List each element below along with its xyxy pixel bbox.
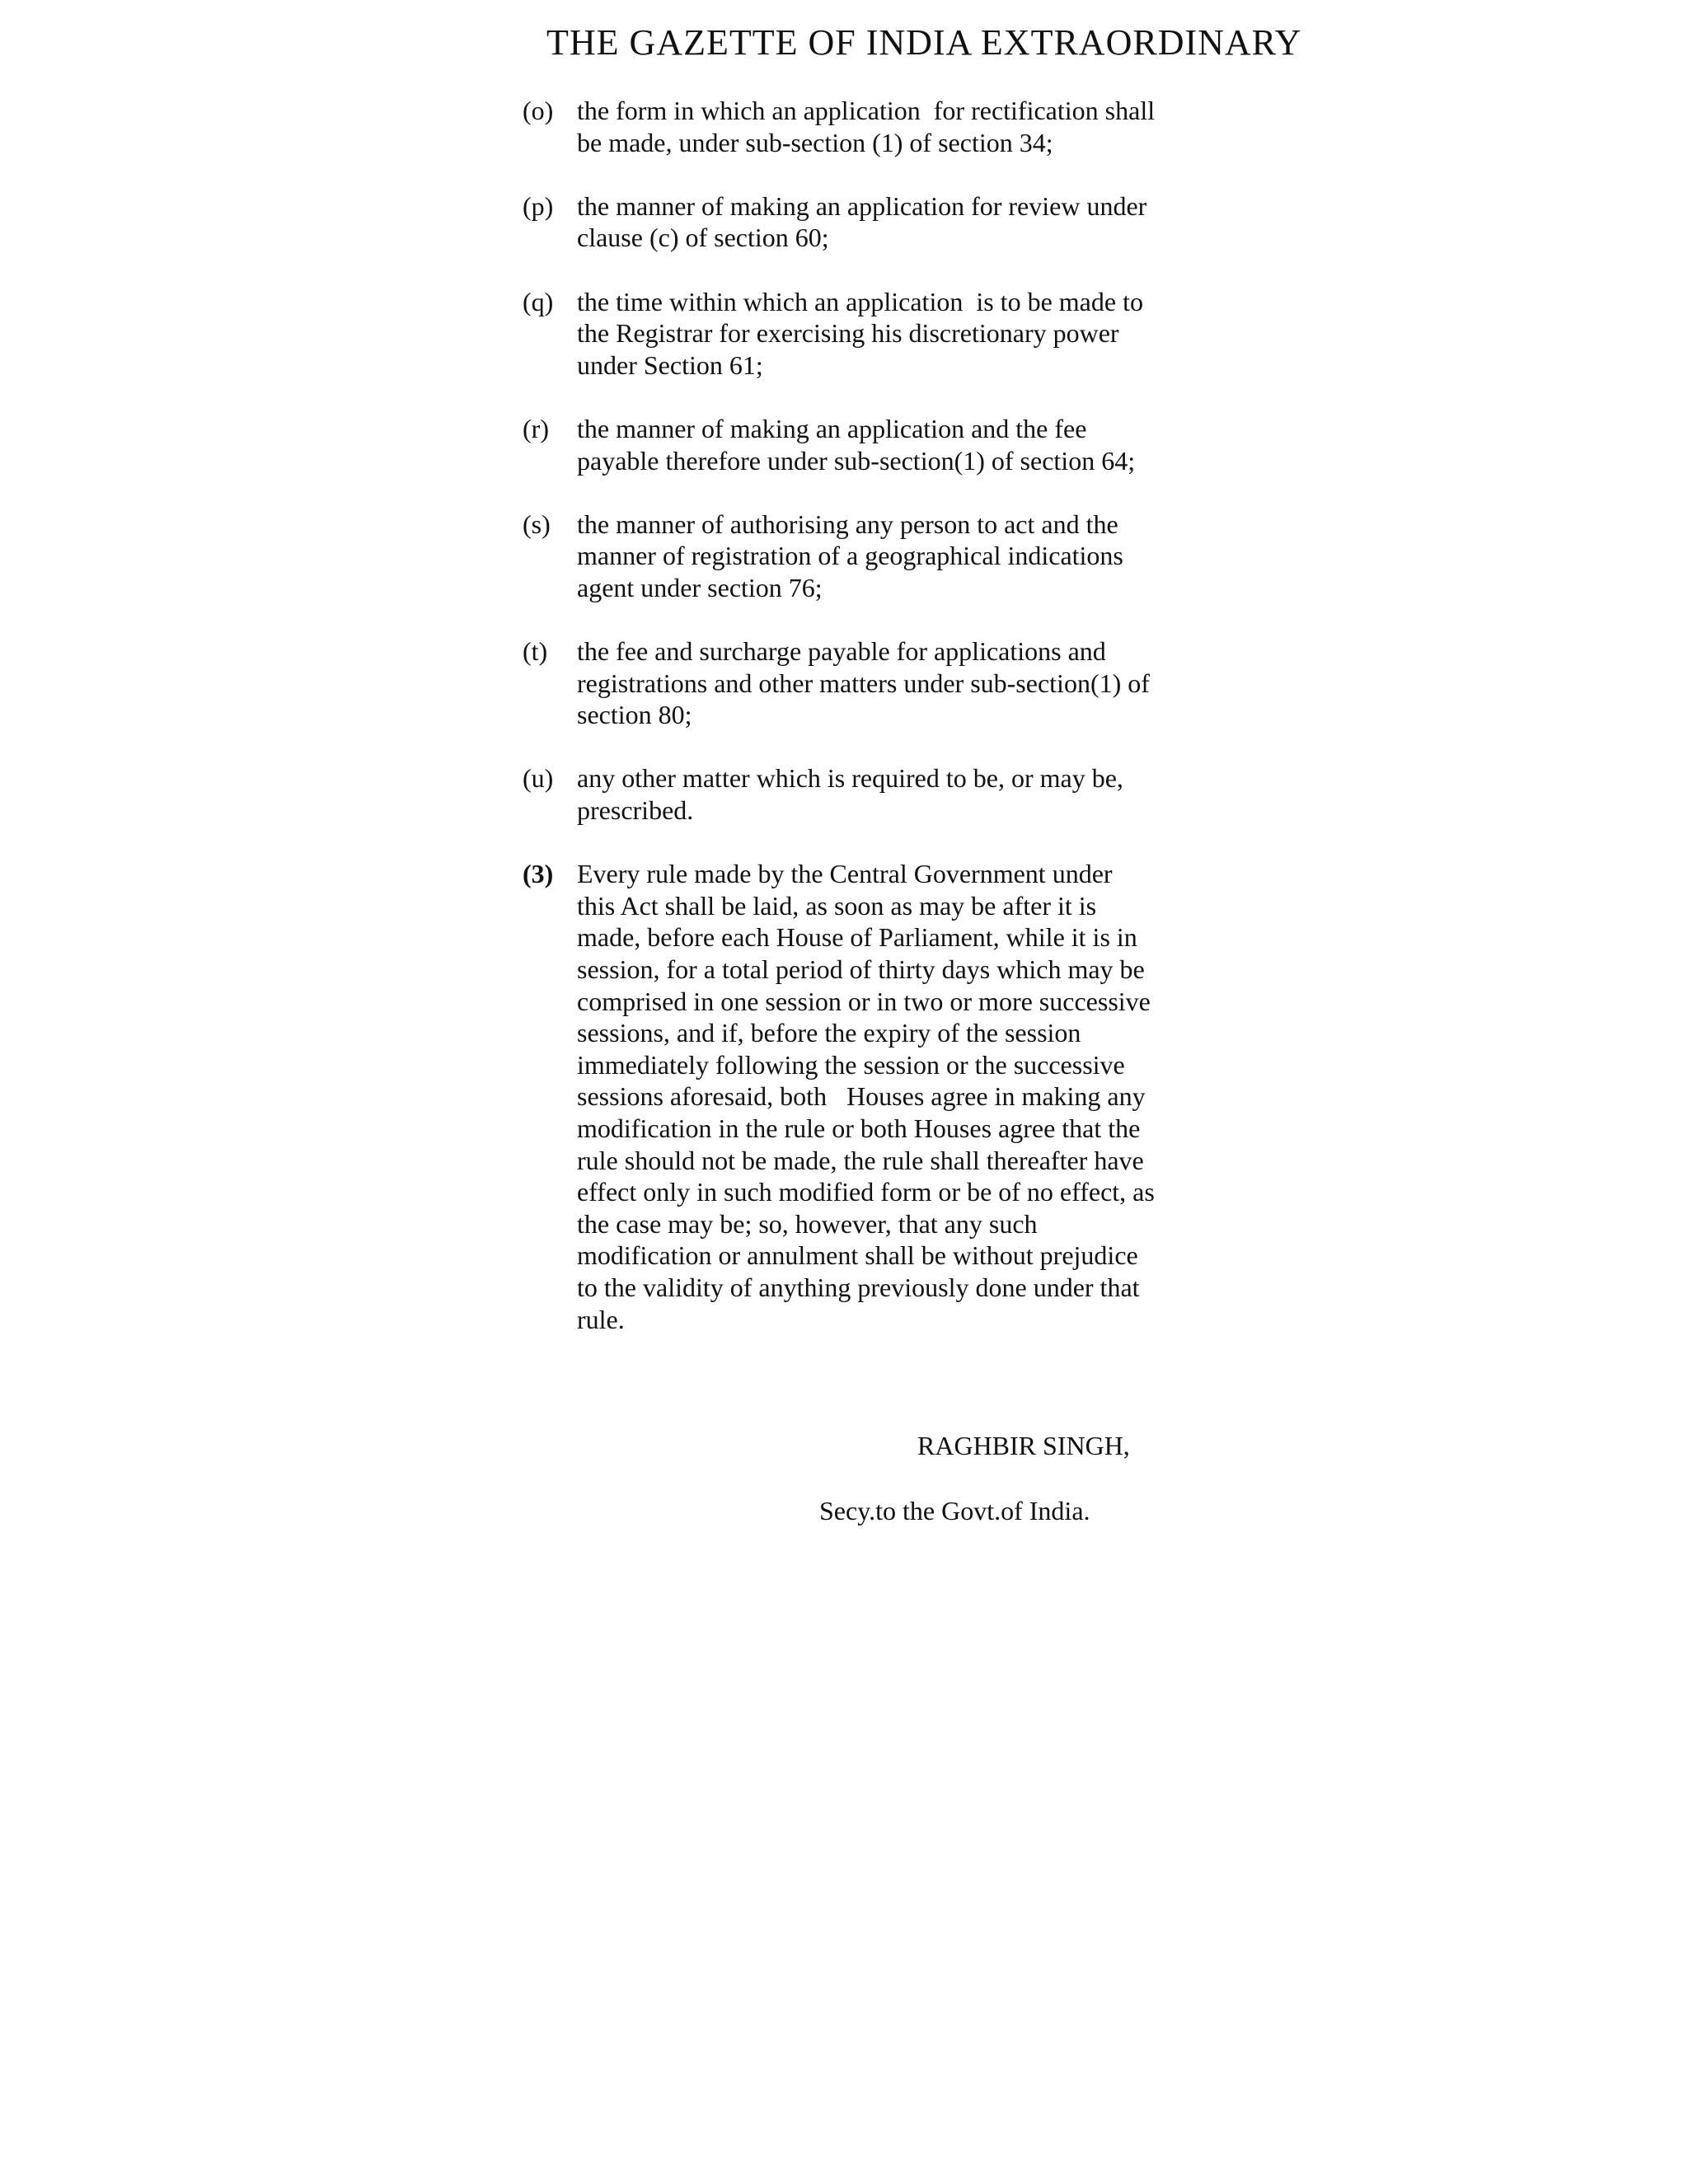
clause-text-line: the form in which an application for rectification shall: [577, 96, 1156, 125]
clause-text: [577, 286, 1264, 382]
clause-text-line: agent under section 76;: [577, 572, 823, 602]
clause-text-line: this Act shall be laid, as soon as may be after it is: [577, 890, 1097, 921]
clause-text-line: effect only in such modified form or be of no effect, as: [577, 1177, 1155, 1207]
clause-text-line: modification in the rule or both Houses agree that the: [577, 1113, 1141, 1143]
clause-text-line: sessions aforesaid, both Houses agree in making any: [577, 1081, 1146, 1112]
page-header: [546, 18, 1302, 63]
clause-item: [523, 286, 1264, 382]
clause-label: (t): [523, 636, 548, 667]
clause-text-line: session, for a total period of thirty days which may be: [577, 954, 1145, 985]
clause-text: [577, 762, 1264, 826]
clause-label: (q): [523, 286, 554, 316]
clause-item: [523, 762, 1264, 826]
clause-text-line: registrations and other matters under sub-section(1) of: [577, 668, 1150, 698]
clause-text-line: the manner of authorising any person to act and the: [577, 509, 1118, 539]
clause-text-line: sessions, and if, before the expiry of the session: [577, 1018, 1081, 1048]
clause-text-line: clause (c) of section 60;: [577, 223, 829, 253]
clause-text-line: comprised in one session or in two or more successive: [577, 986, 1151, 1016]
clause-item: [523, 858, 1264, 1335]
clause-item: [523, 413, 1264, 476]
clause-text-line: modification or annulment shall be without prejudice: [577, 1240, 1138, 1271]
clause-item: [523, 635, 1264, 731]
clause-text: [577, 858, 1264, 1335]
clause-text-line: made, before each House of Parliament, while it is in: [577, 922, 1137, 953]
clause-text-line: section 80;: [577, 700, 692, 730]
clause-text-line: Every rule made by the Central Government under: [577, 859, 1113, 889]
signatory-name: RAGHBIR SINGH,: [917, 1431, 1130, 1460]
clause-text-line: the manner of making an application and the fee: [577, 413, 1087, 443]
clause-text-line: the case may be; so, however, that any such: [577, 1208, 1038, 1239]
clause-text-line: rule.: [577, 1304, 625, 1334]
clause-text-line: the fee and surcharge payable for applications and: [577, 636, 1106, 667]
clause-text-line: be made, under sub-section (1) of section 34;: [577, 127, 1053, 157]
clause-text-line: any other matter which is required to be, or may be,: [577, 763, 1123, 794]
clause-label: (o): [523, 96, 554, 125]
clause-text-line: the time within which an application is to be made to: [577, 286, 1143, 316]
page-top-edge: [0, 0, 1688, 18]
clause-text-line: the Registrar for exercising his discretionary power: [577, 318, 1119, 349]
clause-text: [577, 635, 1264, 731]
clause-text-line: manner of registration of a geographical indications: [577, 541, 1123, 571]
clause-text: [577, 413, 1264, 476]
gazette-title: THE GAZETTE OF INDIA EXTRAORDINARY: [546, 22, 1302, 63]
clause-text-line: to the validity of anything previously done under that: [577, 1272, 1140, 1302]
clause-item: [523, 95, 1264, 158]
clause-text: [577, 95, 1264, 158]
clause-label: (r): [523, 413, 549, 443]
clause-list: [523, 95, 1264, 1367]
clause-text-line: prescribed.: [577, 795, 694, 826]
signatory-title: Secy.to the Govt.of India.: [819, 1496, 1090, 1526]
clause-text-line: immediately following the session or the successive: [577, 1049, 1125, 1080]
clause-text: [577, 190, 1264, 254]
clause-item: [523, 190, 1264, 254]
clause-label: (3): [523, 859, 554, 889]
clause-text-line: under Section 61;: [577, 349, 763, 380]
clause-label: (u): [523, 763, 554, 794]
clause-text-line: rule should not be made, the rule shall thereafter have: [577, 1145, 1144, 1175]
clause-text: [577, 509, 1264, 604]
clause-text-line: the manner of making an application for review under: [577, 190, 1147, 221]
clause-item: [523, 509, 1264, 604]
clause-text-line: payable therefore under sub-section(1) of section 64;: [577, 445, 1136, 476]
clause-label: (p): [523, 190, 554, 221]
clause-label: (s): [523, 509, 551, 539]
